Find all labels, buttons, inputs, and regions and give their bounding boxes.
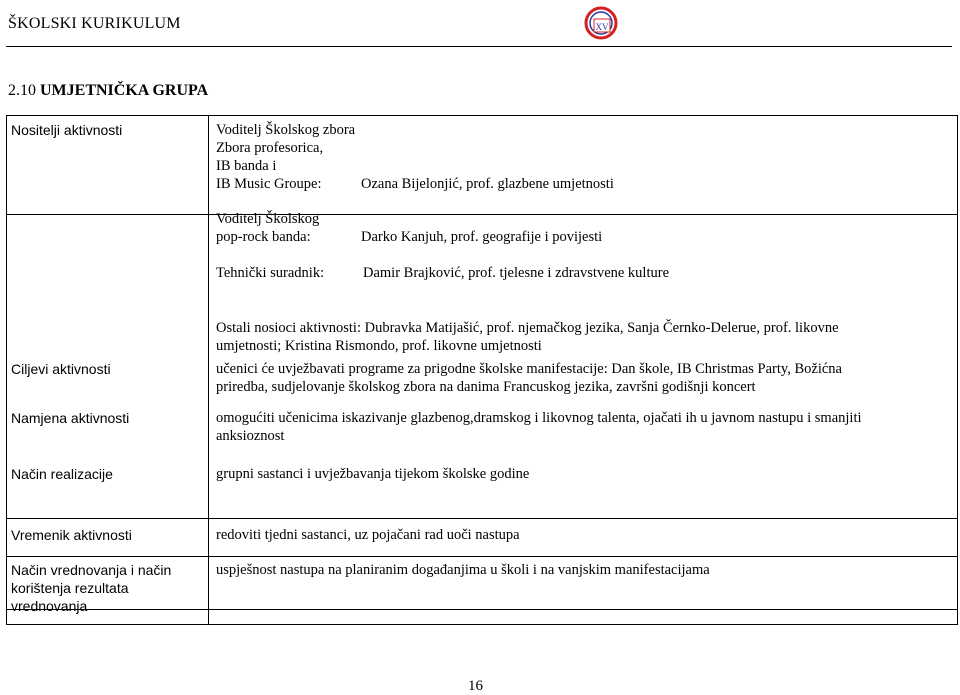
label-vrednovanje-2: korištenja rezultata xyxy=(11,580,129,596)
nositelji-left-2: Zbora profesorica, xyxy=(216,140,324,156)
section-heading xyxy=(8,82,208,100)
section-number: 2.10 xyxy=(8,82,36,99)
label-namjena: Namjena aktivnosti xyxy=(11,410,130,426)
label-nacin: Način realizacije xyxy=(11,466,113,482)
label-nositelji: Nositelji aktivnosti xyxy=(11,122,123,138)
ostali-nosioci-line-1: Ostali nosioci aktivnosti: Dubravka Matijašić, prof. njemačkog jezika, Sanja Černko-Delerue, prof. likovne xyxy=(216,320,839,336)
ciljevi-line-1: učenici će uvježbavati programe za prigodne školske manifestacije: Dan škole, IB Christmas Party, Božićna xyxy=(216,361,842,377)
document-header-title: ŠKOLSKI KURIKULUM xyxy=(8,15,181,32)
nositelji-left-6: pop-rock banda: xyxy=(216,229,311,245)
nositelji-left-4: IB Music Groupe: xyxy=(216,176,322,192)
section-title: UMJETNIČKA GRUPA xyxy=(40,82,209,99)
nositelji-person-2: Darko Kanjuh, prof. geografije i povijesti xyxy=(361,229,603,245)
vremenik-line-1: redoviti tjedni sastanci, uz pojačani rad uoči nastupa xyxy=(216,527,520,543)
vrednovanje-line-1: uspješnost nastupa na planiranim događanjima u školi i na vanjskim manifestacijama xyxy=(216,562,710,578)
label-vremenik: Vremenik aktivnosti xyxy=(11,527,132,543)
nositelji-left-5: Voditelj Školskog xyxy=(216,211,320,227)
logo-text: XV xyxy=(595,22,609,32)
nositelji-person-1: Ozana Bijelonjić, prof. glazbene umjetnosti xyxy=(361,176,614,192)
label-vrednovanje-1: Način vrednovanja i način xyxy=(11,562,172,578)
ciljevi-line-2: priredba, sudjelovanje školskog zbora na danima Francuskog jezika, završni godišnji koncert xyxy=(216,379,756,395)
namjena-line-1: omogućiti učenicima iskazivanje glazbenog,dramskog i likovnog talenta, ojačati ih u javnom nastupu i smanjiti xyxy=(216,410,862,426)
nositelji-left-3: IB banda i xyxy=(216,158,277,174)
school-logo xyxy=(583,5,619,41)
header-divider xyxy=(6,46,952,47)
nositelji-left-7: Tehnički suradnik: xyxy=(216,265,325,281)
nositelji-person-3: Damir Brajković, prof. tjelesne i zdravstvene kulture xyxy=(363,265,670,281)
table-row-nositelji xyxy=(7,116,958,215)
page-number: 16 xyxy=(468,678,483,694)
nacin-line-1: grupni sastanci i uvježbavanja tijekom školske godine xyxy=(216,466,530,482)
label-ciljevi: Ciljevi aktivnosti xyxy=(11,361,111,377)
ostali-nosioci-line-2: umjetnosti; Kristina Rismondo, prof. likovne umjetnosti xyxy=(216,338,542,354)
nositelji-left-1: Voditelj Školskog zbora xyxy=(216,122,356,138)
label-vrednovanje-3: vrednovanja xyxy=(11,598,88,614)
namjena-line-2: anksioznost xyxy=(216,428,285,444)
